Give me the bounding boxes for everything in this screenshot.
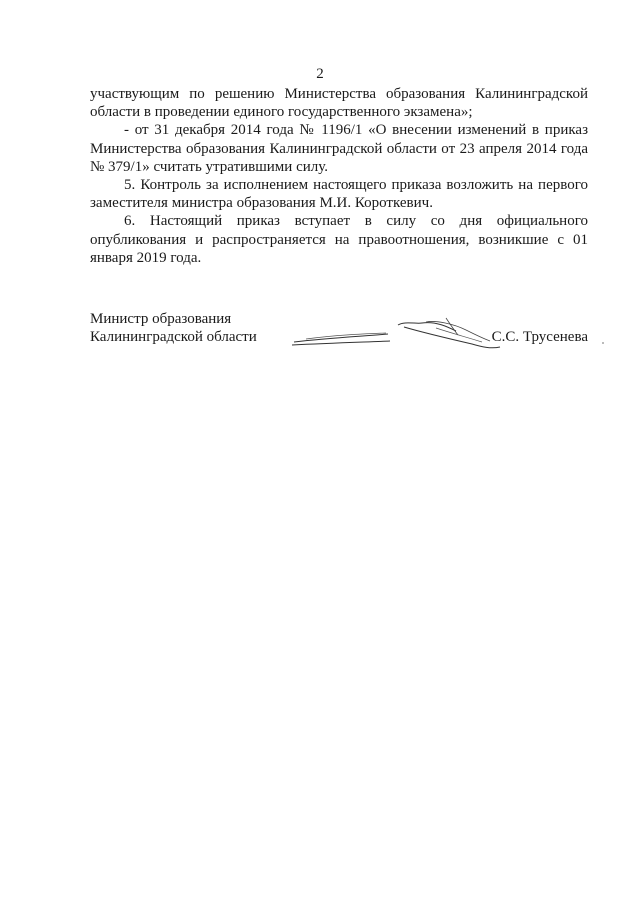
paragraph-effective-date: 6. Настоящий приказ вступает в силу со дня официального опубликования и распространяется на правоотношения, возникшие с 01 января 2019 года. (90, 213, 588, 266)
page-number: 2 (316, 66, 324, 82)
signatory-title (90, 310, 257, 346)
handwritten-signature (286, 314, 516, 350)
document-body (90, 85, 588, 267)
paragraph-continuation: участвующим по решению Министерства образования Калининградской области в проведении единого государственного экзамена»; (90, 86, 588, 121)
signatory-name: С.С. Трусенева (491, 329, 588, 345)
paragraph-control-clause: 5. Контроль за исполнением настоящего приказа возложить на первого заместителя министра образования М.И. Короткевич. (90, 177, 588, 212)
signature-block (90, 310, 590, 350)
signatory-title-line2: Калининградской области (90, 329, 257, 346)
scan-speck (602, 342, 604, 344)
paragraph-revoked-order: - от 31 декабря 2014 года № 1196/1 «О внесении изменений в приказ Министерства образования Калининградской области от 23 апреля 2014 года № 379/1» считать утратившими силу. (90, 122, 588, 175)
signatory-title-line1: Министр образования (90, 311, 232, 327)
